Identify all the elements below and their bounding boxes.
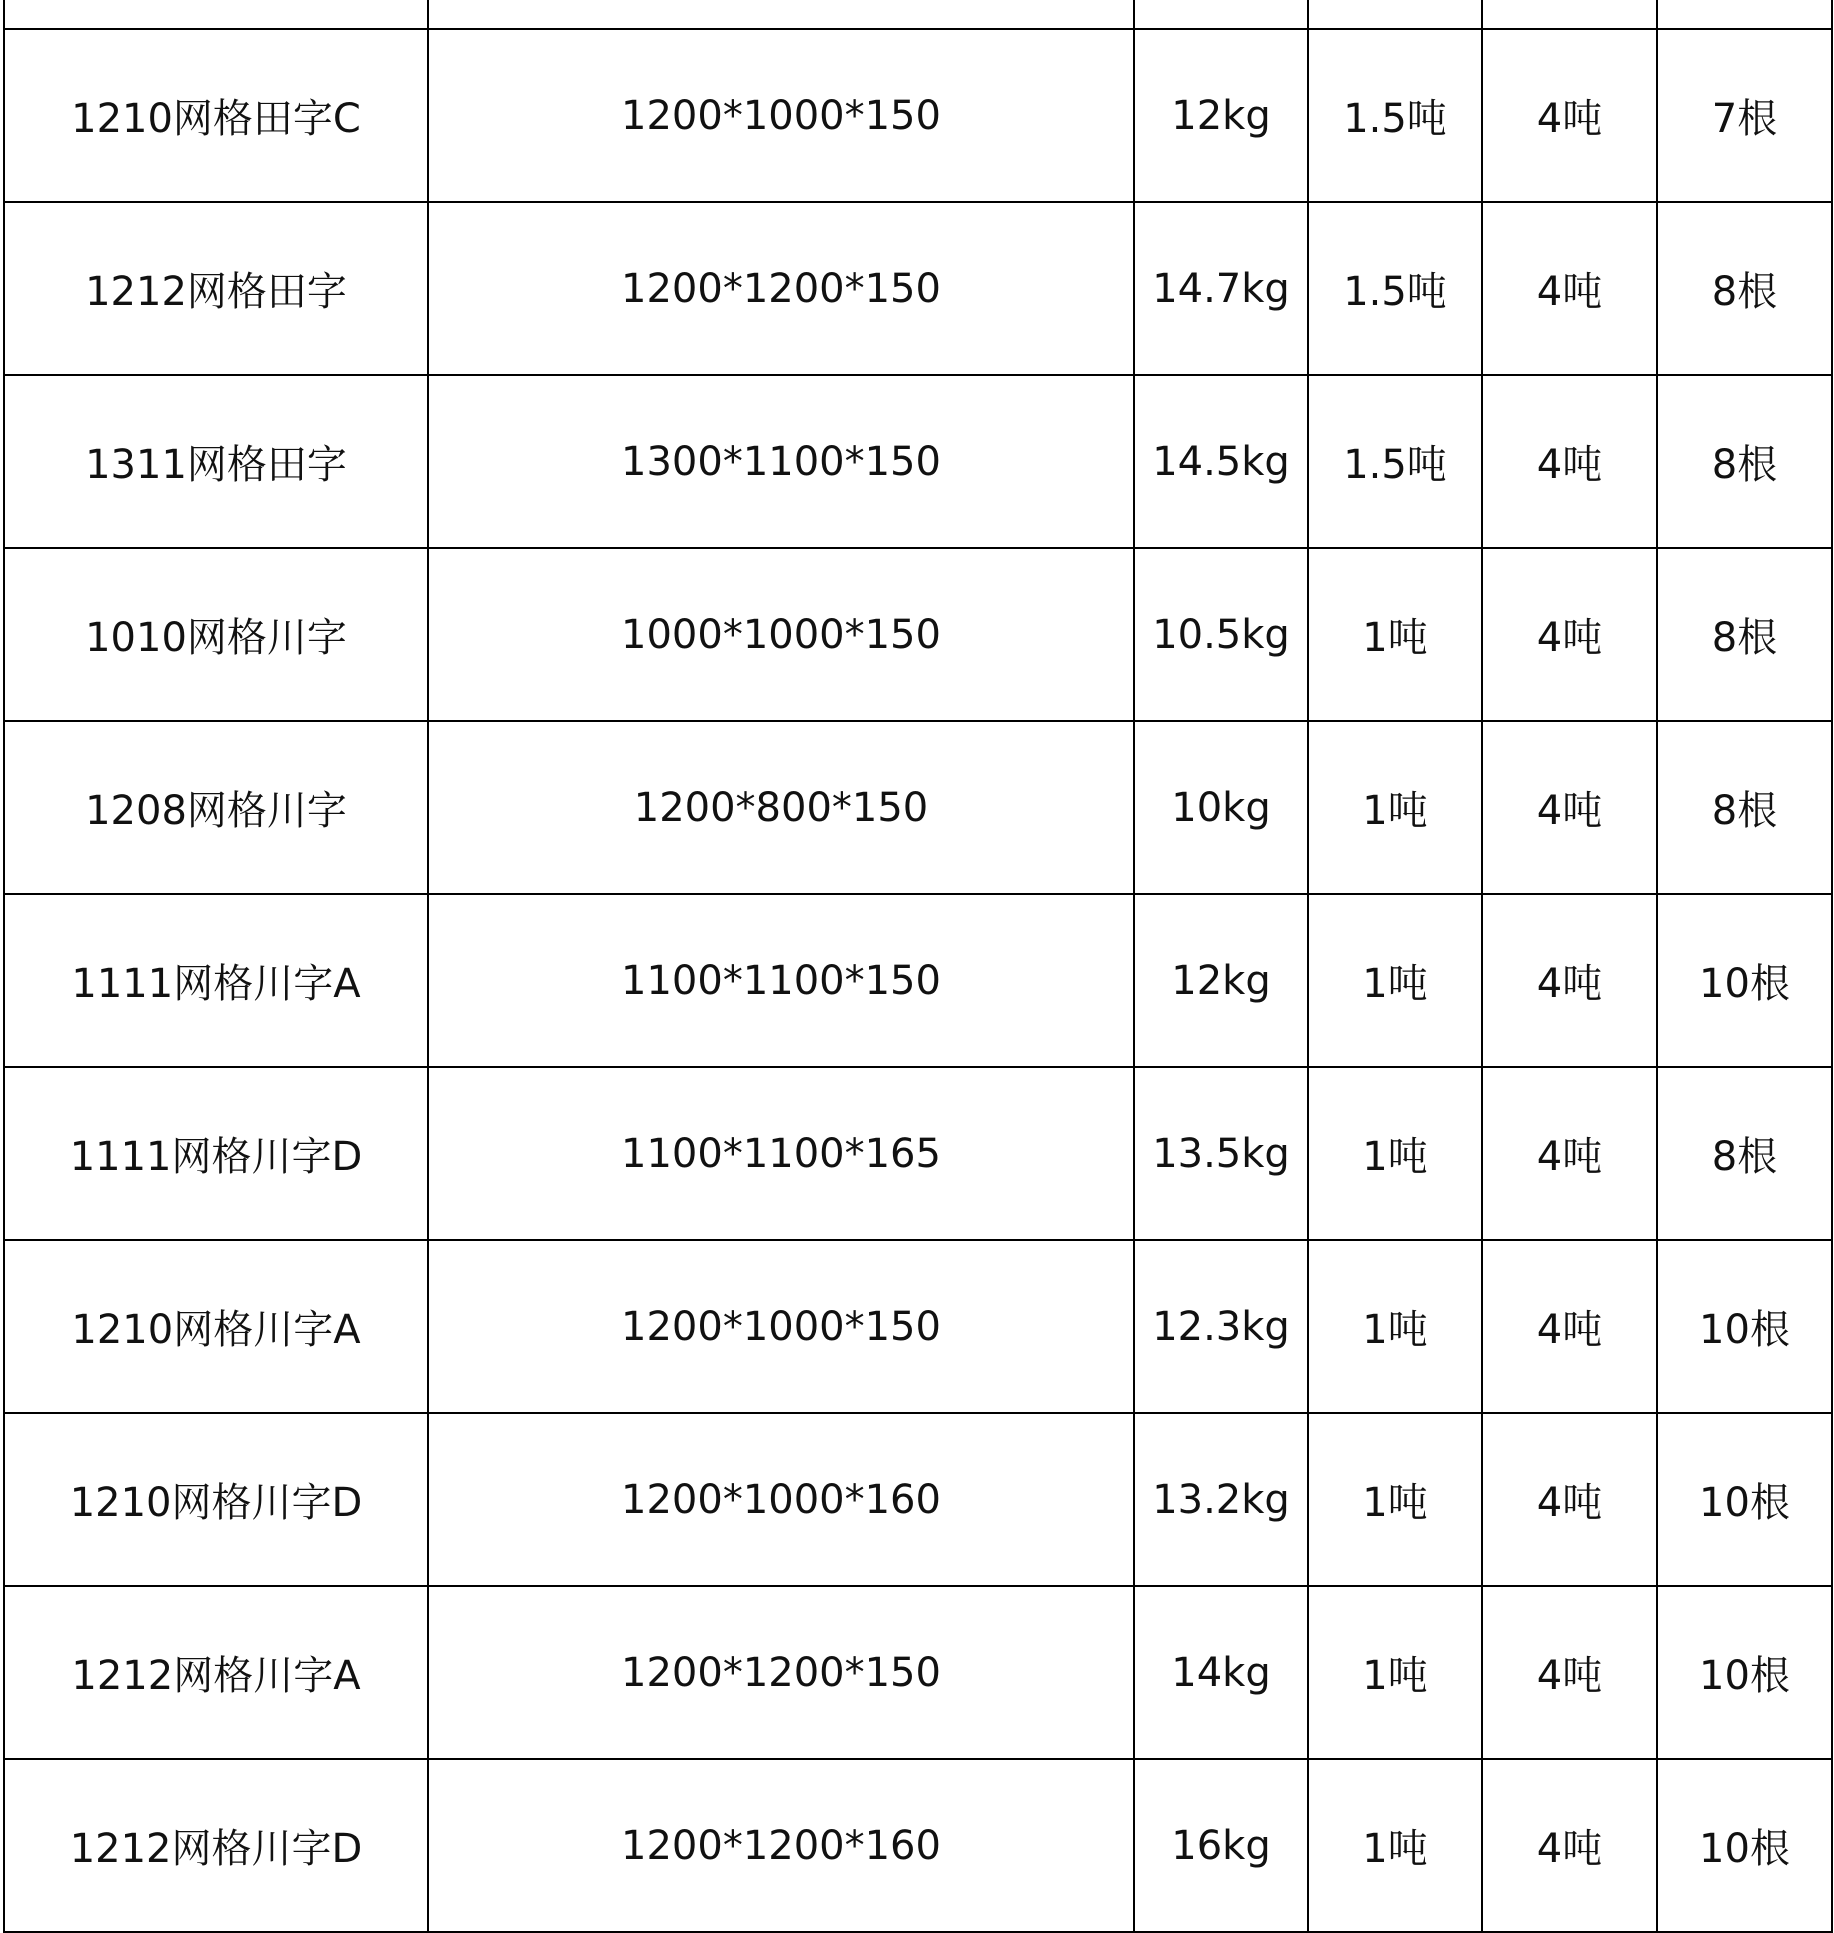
table-row bbox=[4, 375, 1832, 548]
cell-weight: 14.7kg bbox=[1134, 202, 1308, 375]
cell-static-load: 4吨 bbox=[1482, 721, 1657, 894]
cell-static-load: 4吨 bbox=[1482, 894, 1657, 1067]
cell-weight: 14.5kg bbox=[1134, 375, 1308, 548]
cell-size: 1200*1000*150 bbox=[428, 1240, 1134, 1413]
cell-size: 1000*1000*150 bbox=[428, 548, 1134, 721]
cell-model: 1208网格川字 bbox=[4, 721, 428, 894]
cell-model: 1210网格川字A bbox=[4, 1240, 428, 1413]
cell-dynamic-load: 1吨 bbox=[1308, 894, 1482, 1067]
cell-dynamic-load: 1吨 bbox=[1308, 1413, 1482, 1586]
cell-dynamic-load: 1.5吨 bbox=[1308, 375, 1482, 548]
cell-size: 1200*1000*150 bbox=[428, 29, 1134, 202]
cell-steel-tubes: 10根 bbox=[1657, 894, 1832, 1067]
cell-dynamic-load: 1吨 bbox=[1308, 721, 1482, 894]
cell-static-load bbox=[1482, 0, 1657, 29]
cell-dynamic-load: 1吨 bbox=[1308, 548, 1482, 721]
cell-size: 1100*1100*165 bbox=[428, 1067, 1134, 1240]
table-row bbox=[4, 1586, 1832, 1759]
cell-dynamic-load: 1.5吨 bbox=[1308, 29, 1482, 202]
cell-weight: 12.3kg bbox=[1134, 1240, 1308, 1413]
cell-steel-tubes: 7根 bbox=[1657, 29, 1832, 202]
cell-dynamic-load bbox=[1308, 0, 1482, 29]
pallet-spec-table bbox=[3, 0, 1833, 1933]
cell-dynamic-load: 1吨 bbox=[1308, 1067, 1482, 1240]
cell-steel-tubes: 8根 bbox=[1657, 375, 1832, 548]
cell-weight: 12kg bbox=[1134, 29, 1308, 202]
cell-model: 1010网格川字 bbox=[4, 548, 428, 721]
cell-dynamic-load: 1吨 bbox=[1308, 1759, 1482, 1932]
cell-model: 1212网格川字D bbox=[4, 1759, 428, 1932]
cell-model: 1111网格川字D bbox=[4, 1067, 428, 1240]
cell-weight: 13.2kg bbox=[1134, 1413, 1308, 1586]
cell-model: 1212网格田字 bbox=[4, 202, 428, 375]
table-row bbox=[4, 721, 1832, 894]
table-row bbox=[4, 1240, 1832, 1413]
cell-weight: 16kg bbox=[1134, 1759, 1308, 1932]
cell-static-load: 4吨 bbox=[1482, 29, 1657, 202]
cell-model: 1311网格田字 bbox=[4, 375, 428, 548]
cell-static-load: 4吨 bbox=[1482, 548, 1657, 721]
cell-weight: 14kg bbox=[1134, 1586, 1308, 1759]
cell-static-load: 4吨 bbox=[1482, 1759, 1657, 1932]
cell-size: 1200*1000*160 bbox=[428, 1413, 1134, 1586]
cell-size: 1200*1200*160 bbox=[428, 1759, 1134, 1932]
cell-weight: 10.5kg bbox=[1134, 548, 1308, 721]
cell-weight bbox=[1134, 0, 1308, 29]
cell-weight: 13.5kg bbox=[1134, 1067, 1308, 1240]
cell-model bbox=[4, 0, 428, 29]
cell-steel-tubes bbox=[1657, 0, 1832, 29]
table-row bbox=[4, 1413, 1832, 1586]
cell-size: 1200*800*150 bbox=[428, 721, 1134, 894]
cell-model: 1111网格川字A bbox=[4, 894, 428, 1067]
table-row bbox=[4, 29, 1832, 202]
table-row bbox=[4, 894, 1832, 1067]
cell-steel-tubes: 8根 bbox=[1657, 548, 1832, 721]
cell-steel-tubes: 8根 bbox=[1657, 202, 1832, 375]
cell-model: 1210网格田字C bbox=[4, 29, 428, 202]
cell-steel-tubes: 8根 bbox=[1657, 1067, 1832, 1240]
cell-static-load: 4吨 bbox=[1482, 202, 1657, 375]
cell-dynamic-load: 1吨 bbox=[1308, 1240, 1482, 1413]
cell-steel-tubes: 10根 bbox=[1657, 1413, 1832, 1586]
cell-weight: 10kg bbox=[1134, 721, 1308, 894]
cell-size: 1100*1100*150 bbox=[428, 894, 1134, 1067]
cell-size bbox=[428, 0, 1134, 29]
cell-dynamic-load: 1吨 bbox=[1308, 1586, 1482, 1759]
table-row bbox=[4, 0, 1832, 29]
cell-model: 1212网格川字A bbox=[4, 1586, 428, 1759]
cell-weight: 12kg bbox=[1134, 894, 1308, 1067]
cell-model: 1210网格川字D bbox=[4, 1413, 428, 1586]
cell-static-load: 4吨 bbox=[1482, 1067, 1657, 1240]
cell-size: 1200*1200*150 bbox=[428, 202, 1134, 375]
table-row bbox=[4, 548, 1832, 721]
cell-steel-tubes: 10根 bbox=[1657, 1586, 1832, 1759]
table-row bbox=[4, 202, 1832, 375]
cell-size: 1200*1200*150 bbox=[428, 1586, 1134, 1759]
cell-static-load: 4吨 bbox=[1482, 375, 1657, 548]
cell-static-load: 4吨 bbox=[1482, 1586, 1657, 1759]
cell-size: 1300*1100*150 bbox=[428, 375, 1134, 548]
table-row bbox=[4, 1067, 1832, 1240]
cell-static-load: 4吨 bbox=[1482, 1413, 1657, 1586]
table-row bbox=[4, 1759, 1832, 1932]
cell-dynamic-load: 1.5吨 bbox=[1308, 202, 1482, 375]
cell-static-load: 4吨 bbox=[1482, 1240, 1657, 1413]
cell-steel-tubes: 10根 bbox=[1657, 1240, 1832, 1413]
cell-steel-tubes: 8根 bbox=[1657, 721, 1832, 894]
cell-steel-tubes: 10根 bbox=[1657, 1759, 1832, 1932]
